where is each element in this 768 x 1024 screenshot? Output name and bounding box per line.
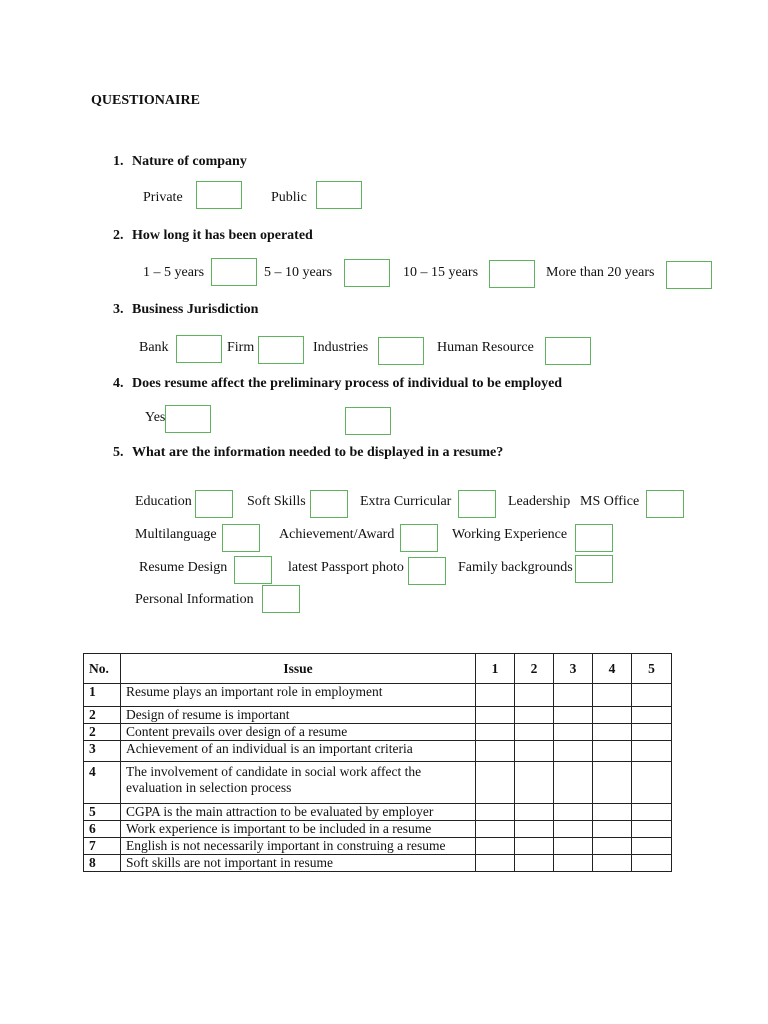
option-bank-label: Bank xyxy=(139,340,169,355)
rating-table xyxy=(83,653,672,872)
question-3-number: 3. xyxy=(113,302,124,317)
option-soft-skills-checkbox[interactable] xyxy=(310,490,348,518)
question-5-text: What are the information needed to be displayed in a resume? xyxy=(132,445,504,460)
option-personal-information-checkbox[interactable] xyxy=(262,585,300,613)
option-human-resource-checkbox[interactable] xyxy=(545,337,591,365)
row-number: 2 xyxy=(84,707,121,724)
option-multilanguage-label: Multilanguage xyxy=(135,527,217,542)
rating-cell[interactable] xyxy=(632,707,672,724)
rating-cell[interactable] xyxy=(554,804,593,821)
option-working-experience-checkbox[interactable] xyxy=(575,524,613,552)
header-no: No. xyxy=(84,654,121,684)
option-human-resource-label: Human Resource xyxy=(437,340,534,355)
rating-cell[interactable] xyxy=(476,724,515,741)
question-5-number: 5. xyxy=(113,445,124,460)
option-passport-photo-label: latest Passport photo xyxy=(288,560,404,575)
rating-cell[interactable] xyxy=(554,684,593,707)
rating-cell[interactable] xyxy=(515,741,554,762)
table-row xyxy=(84,741,672,762)
header-rating-4: 4 xyxy=(593,654,632,684)
option-private-label: Private xyxy=(143,190,183,205)
option-public-checkbox[interactable] xyxy=(316,181,362,209)
rating-cell[interactable] xyxy=(515,762,554,804)
rating-cell[interactable] xyxy=(554,838,593,855)
row-issue: CGPA is the main attraction to be evaluated by employer xyxy=(121,804,476,821)
option-yes-checkbox[interactable] xyxy=(165,405,211,433)
option-bank-checkbox[interactable] xyxy=(176,335,222,363)
row-number: 4 xyxy=(84,762,121,804)
table-row xyxy=(84,838,672,855)
rating-cell[interactable] xyxy=(515,684,554,707)
rating-cell[interactable] xyxy=(554,762,593,804)
option-personal-information-label: Personal Information xyxy=(135,592,254,607)
rating-cell[interactable] xyxy=(593,707,632,724)
option-leadership-label: Leadership xyxy=(508,494,571,509)
rating-cell[interactable] xyxy=(632,838,672,855)
option-soft-skills-label: Soft Skills xyxy=(247,494,306,509)
question-3 xyxy=(113,302,258,318)
option-education-checkbox[interactable] xyxy=(195,490,233,518)
rating-cell[interactable] xyxy=(632,724,672,741)
rating-cell[interactable] xyxy=(593,741,632,762)
option-industries-label: Industries xyxy=(313,340,369,355)
option-family-backgrounds-label: Family backgrounds xyxy=(458,560,573,575)
option-education-label: Education xyxy=(135,494,192,509)
option-5-10-years-label: 5 – 10 years xyxy=(264,265,333,280)
option-extra-curricular-label: Extra Curricular xyxy=(360,494,452,509)
row-number: 1 xyxy=(84,684,121,707)
table-row xyxy=(84,707,672,724)
option-multilanguage-checkbox[interactable] xyxy=(222,524,260,552)
rating-cell[interactable] xyxy=(632,821,672,838)
header-rating-1: 1 xyxy=(476,654,515,684)
row-number: 8 xyxy=(84,855,121,872)
rating-cell[interactable] xyxy=(554,821,593,838)
rating-cell[interactable] xyxy=(515,821,554,838)
question-4-text: Does resume affect the preliminary process of individual to be employed xyxy=(132,376,563,391)
rating-cell[interactable] xyxy=(554,724,593,741)
question-2-text: How long it has been operated xyxy=(132,228,313,243)
question-1 xyxy=(113,154,247,170)
question-3-text: Business Jurisdiction xyxy=(132,302,259,317)
option-ms-office-label: MS Office xyxy=(580,494,640,509)
rating-cell[interactable] xyxy=(476,855,515,872)
row-issue: Resume plays an important role in employment xyxy=(121,684,476,707)
row-issue: Work experience is important to be included in a resume xyxy=(121,821,476,838)
question-4 xyxy=(113,376,562,392)
option-public-label: Public xyxy=(271,190,307,205)
rating-cell[interactable] xyxy=(632,804,672,821)
rating-cell[interactable] xyxy=(554,855,593,872)
row-issue: The involvement of candidate in social work affect the evaluation in selection process xyxy=(121,762,476,804)
option-more-than-20-years-label: More than 20 years xyxy=(546,265,655,280)
question-2-number: 2. xyxy=(113,228,124,243)
row-issue: Content prevails over design of a resume xyxy=(121,724,476,741)
header-rating-5: 5 xyxy=(632,654,672,684)
option-resume-design-checkbox[interactable] xyxy=(234,556,272,584)
option-resume-design-label: Resume Design xyxy=(139,560,228,575)
option-10-15-years-checkbox[interactable] xyxy=(489,260,535,288)
table-header-row xyxy=(84,654,672,684)
option-firm-label: Firm xyxy=(227,340,255,355)
rating-cell[interactable] xyxy=(632,855,672,872)
table-row xyxy=(84,804,672,821)
option-industries-checkbox[interactable] xyxy=(378,337,424,365)
rating-cell[interactable] xyxy=(554,741,593,762)
table-row xyxy=(84,724,672,741)
rating-cell[interactable] xyxy=(476,762,515,804)
row-issue: English is not necessarily important in construing a resume xyxy=(121,838,476,855)
header-rating-2: 2 xyxy=(515,654,554,684)
question-4-number: 4. xyxy=(113,376,124,391)
option-firm-checkbox[interactable] xyxy=(258,336,304,364)
option-achievement-award-checkbox[interactable] xyxy=(400,524,438,552)
rating-cell[interactable] xyxy=(593,838,632,855)
rating-cell[interactable] xyxy=(632,741,672,762)
rating-cell[interactable] xyxy=(593,821,632,838)
option-yes-label: Yes xyxy=(145,410,165,425)
rating-cell[interactable] xyxy=(515,838,554,855)
row-number: 5 xyxy=(84,804,121,821)
option-achievement-award-label: Achievement/Award xyxy=(279,527,395,542)
option-passport-photo-checkbox[interactable] xyxy=(408,557,446,585)
option-no-checkbox[interactable] xyxy=(345,407,391,435)
question-1-number: 1. xyxy=(113,154,124,169)
option-1-5-years-checkbox[interactable] xyxy=(211,258,257,286)
row-number: 2 xyxy=(84,724,121,741)
option-1-5-years-label: 1 – 5 years xyxy=(143,265,205,280)
table-row xyxy=(84,762,672,804)
option-family-backgrounds-checkbox[interactable] xyxy=(575,555,613,583)
rating-cell[interactable] xyxy=(593,762,632,804)
option-private-checkbox[interactable] xyxy=(196,181,242,209)
rating-cell[interactable] xyxy=(515,707,554,724)
option-extra-curricular-checkbox[interactable] xyxy=(458,490,496,518)
rating-cell[interactable] xyxy=(593,684,632,707)
option-10-15-years-label: 10 – 15 years xyxy=(403,265,479,280)
table-row xyxy=(84,821,672,838)
option-working-experience-label: Working Experience xyxy=(452,527,568,542)
question-5 xyxy=(113,445,503,461)
rating-cell[interactable] xyxy=(476,838,515,855)
rating-cell[interactable] xyxy=(593,724,632,741)
rating-cell[interactable] xyxy=(476,684,515,707)
table-row xyxy=(84,855,672,872)
rating-cell[interactable] xyxy=(476,741,515,762)
header-issue: Issue xyxy=(121,654,476,684)
rating-cell[interactable] xyxy=(515,724,554,741)
rating-cell[interactable] xyxy=(632,684,672,707)
row-number: 3 xyxy=(84,741,121,762)
rating-cell[interactable] xyxy=(476,707,515,724)
row-number: 6 xyxy=(84,821,121,838)
question-2 xyxy=(113,228,313,244)
row-issue: Soft skills are not important in resume xyxy=(121,855,476,872)
question-1-text: Nature of company xyxy=(132,154,247,169)
row-issue: Achievement of an individual is an important criteria xyxy=(121,741,476,762)
table-row xyxy=(84,684,672,707)
rating-cell[interactable] xyxy=(593,855,632,872)
rating-cell[interactable] xyxy=(476,821,515,838)
option-ms-office-checkbox[interactable] xyxy=(646,490,684,518)
rating-cell[interactable] xyxy=(593,804,632,821)
rating-cell[interactable] xyxy=(632,762,672,804)
rating-cell[interactable] xyxy=(515,855,554,872)
rating-cell[interactable] xyxy=(554,707,593,724)
row-issue: Design of resume is important xyxy=(121,707,476,724)
header-rating-3: 3 xyxy=(554,654,593,684)
page-title: QUESTIONAIRE xyxy=(91,93,200,108)
rating-cell[interactable] xyxy=(476,804,515,821)
option-5-10-years-checkbox[interactable] xyxy=(344,259,390,287)
option-more-than-20-years-checkbox[interactable] xyxy=(666,261,712,289)
rating-cell[interactable] xyxy=(515,804,554,821)
row-number: 7 xyxy=(84,838,121,855)
